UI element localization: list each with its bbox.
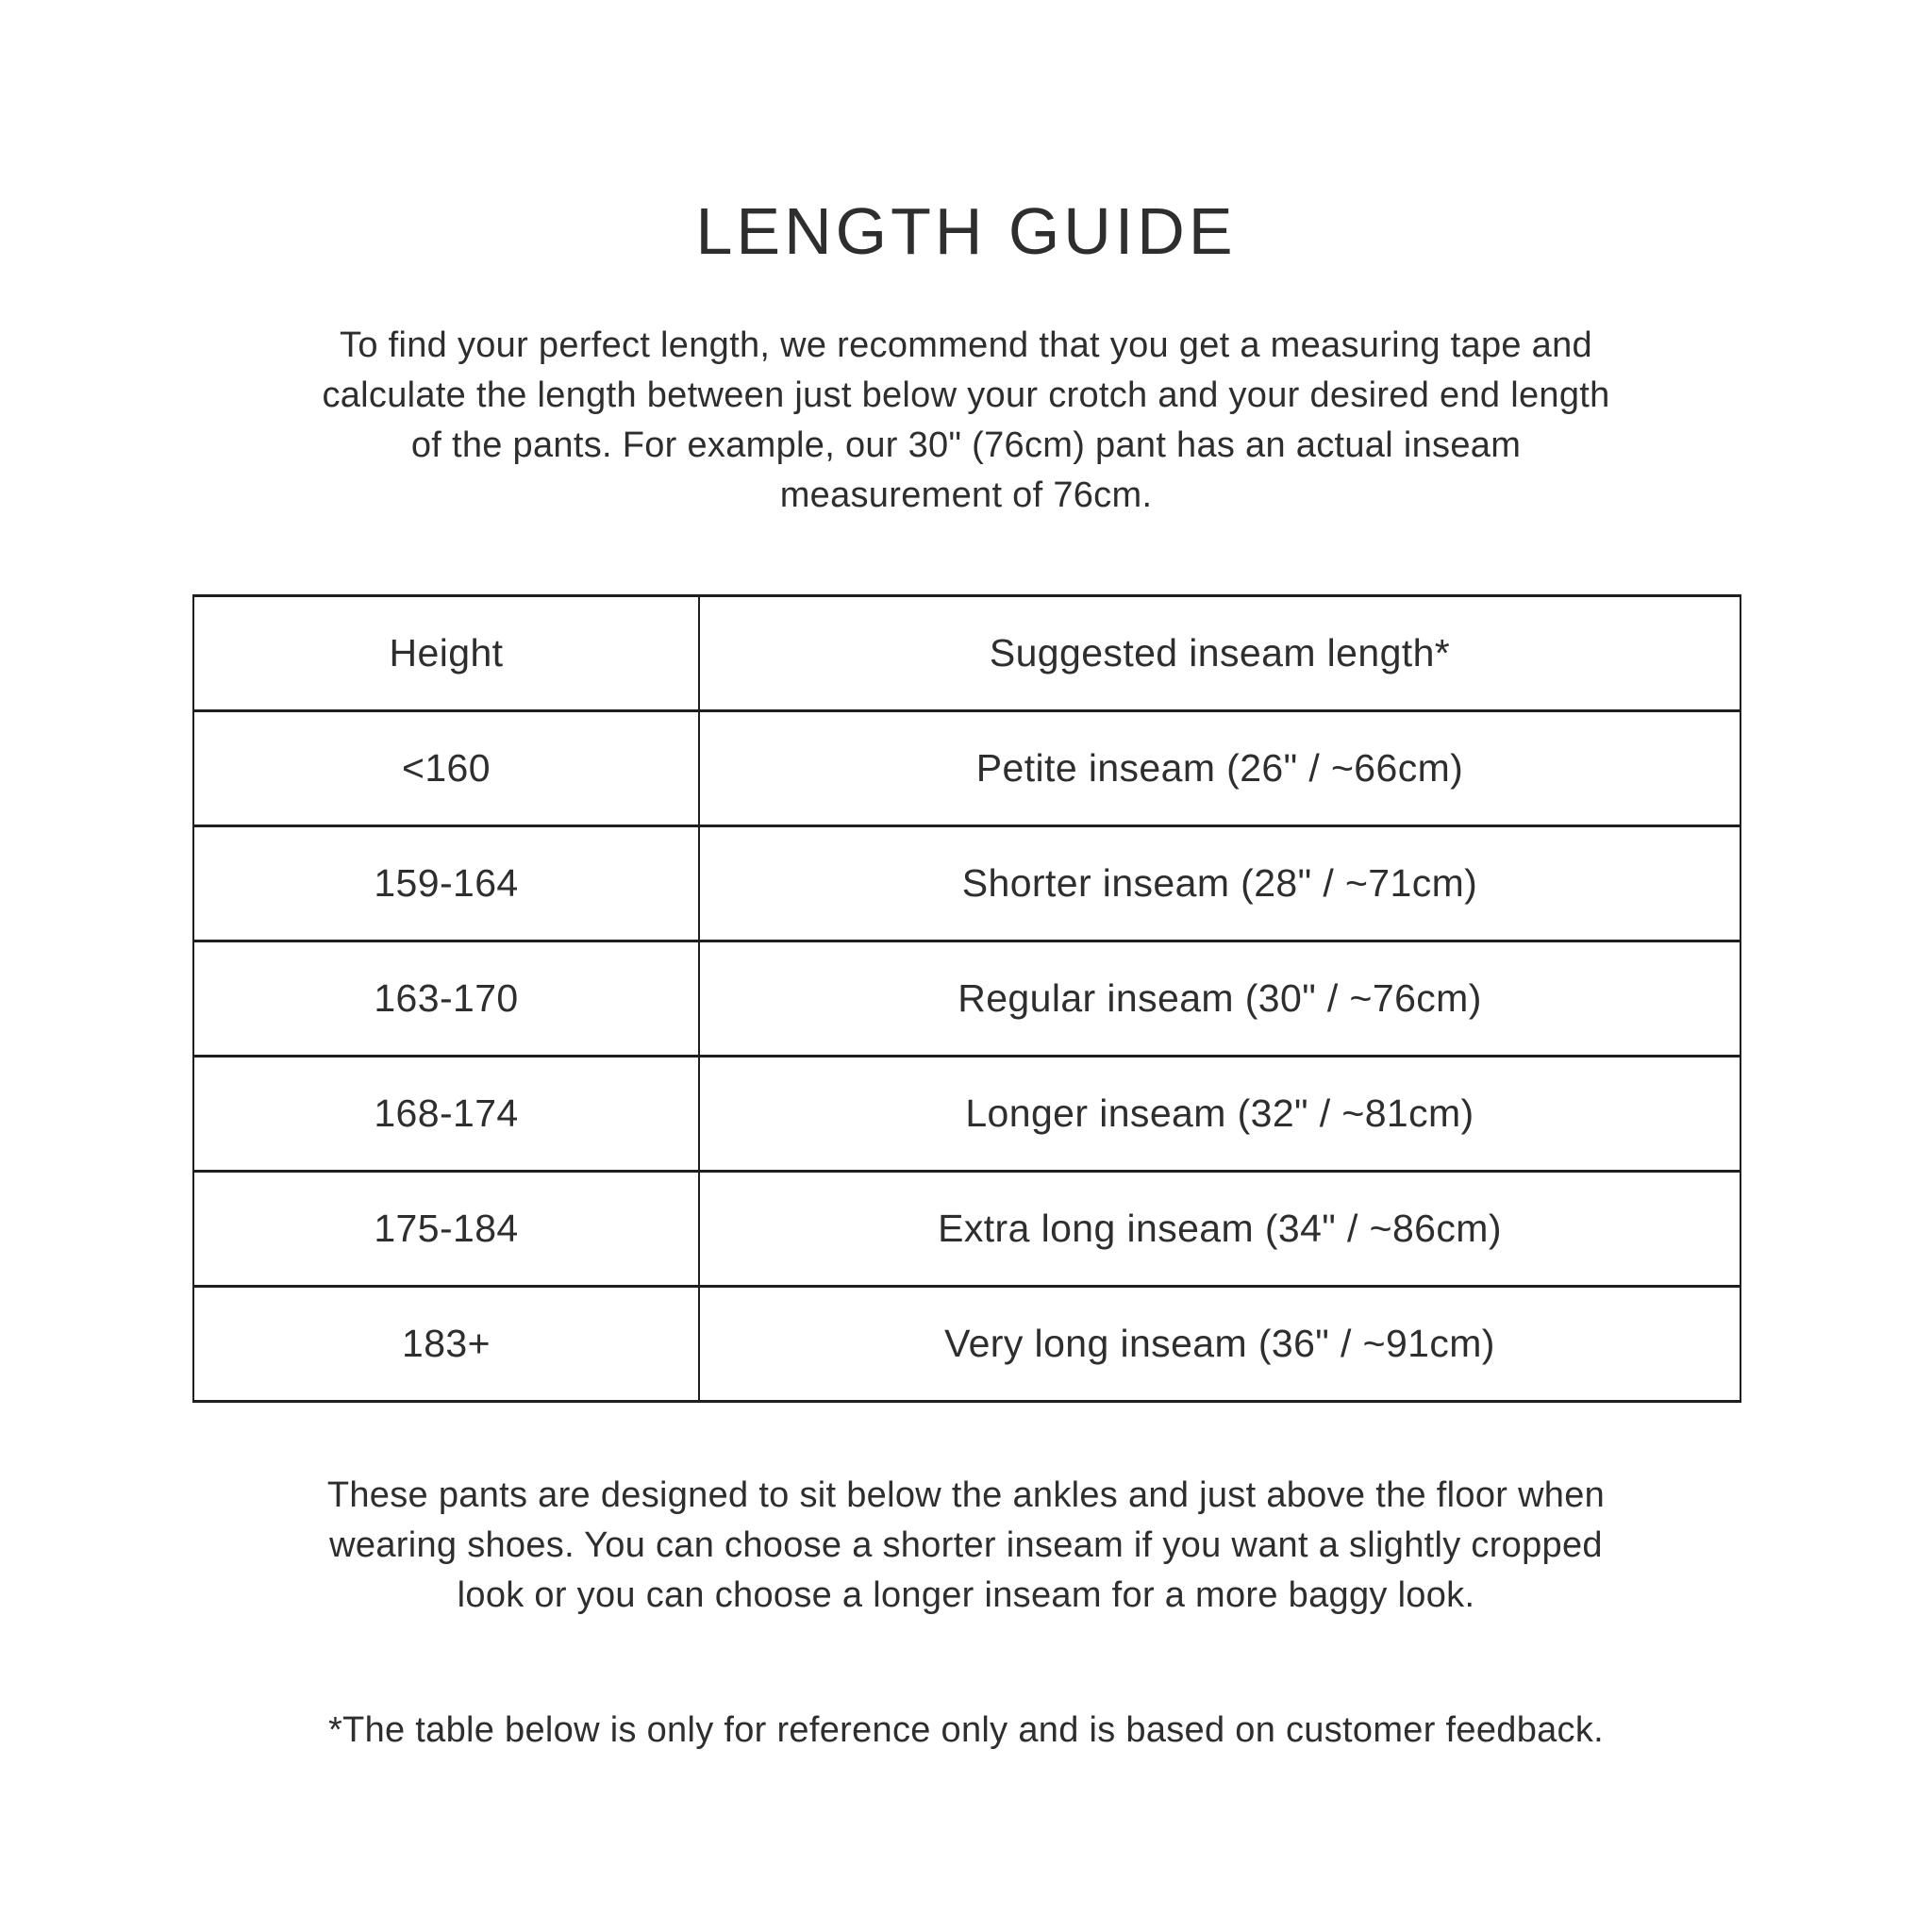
fit-note-paragraph [164, 1471, 1768, 1621]
reference-note: *The table below is only for reference only and is based on customer feedback. [327, 1710, 1605, 1750]
table-row [193, 941, 1740, 1057]
fit-note-line: wearing shoes. You can choose a shorter inseam if you want a slightly cropped [329, 1525, 1603, 1565]
inseam-cell: Regular inseam (30" / ~76cm) [699, 941, 1740, 1057]
fit-note-line: look or you can choose a longer inseam for a more baggy look. [457, 1575, 1475, 1615]
intro-line: of the pants. For example, our 30" (76cm) pant has an actual inseam [410, 425, 1522, 465]
intro-line: measurement of 76cm. [779, 475, 1153, 515]
table-header-inseam: Suggested inseam length* [699, 596, 1740, 711]
intro-paragraph [164, 321, 1768, 521]
table-row [193, 1057, 1740, 1172]
intro-line: To find your perfect length, we recommend that you get a measuring tape and [340, 325, 1592, 365]
intro-line: calculate the length between just below your crotch and your desired end length [322, 375, 1610, 415]
table-header-row [193, 596, 1740, 711]
height-cell: 168-174 [193, 1057, 699, 1172]
inseam-cell: Extra long inseam (34" / ~86cm) [699, 1172, 1740, 1287]
fit-note-line: These pants are designed to sit below the ankles and just above the floor when [326, 1475, 1606, 1515]
table-header-height: Height [193, 596, 699, 711]
height-cell: <160 [193, 711, 699, 826]
table-row [193, 711, 1740, 826]
inseam-cell: Very long inseam (36" / ~91cm) [699, 1287, 1740, 1402]
height-cell: 159-164 [193, 826, 699, 941]
table-row [193, 826, 1740, 941]
inseam-cell: Shorter inseam (28" / ~71cm) [699, 826, 1740, 941]
inseam-cell: Longer inseam (32" / ~81cm) [699, 1057, 1740, 1172]
height-cell: 183+ [193, 1287, 699, 1402]
height-cell: 163-170 [193, 941, 699, 1057]
height-cell: 175-184 [193, 1172, 699, 1287]
page-title: LENGTH GUIDE [695, 194, 1237, 268]
table-row [193, 1172, 1740, 1287]
inseam-cell: Petite inseam (26" / ~66cm) [699, 711, 1740, 826]
length-guide-table [192, 594, 1741, 1403]
table-row [193, 1287, 1740, 1402]
